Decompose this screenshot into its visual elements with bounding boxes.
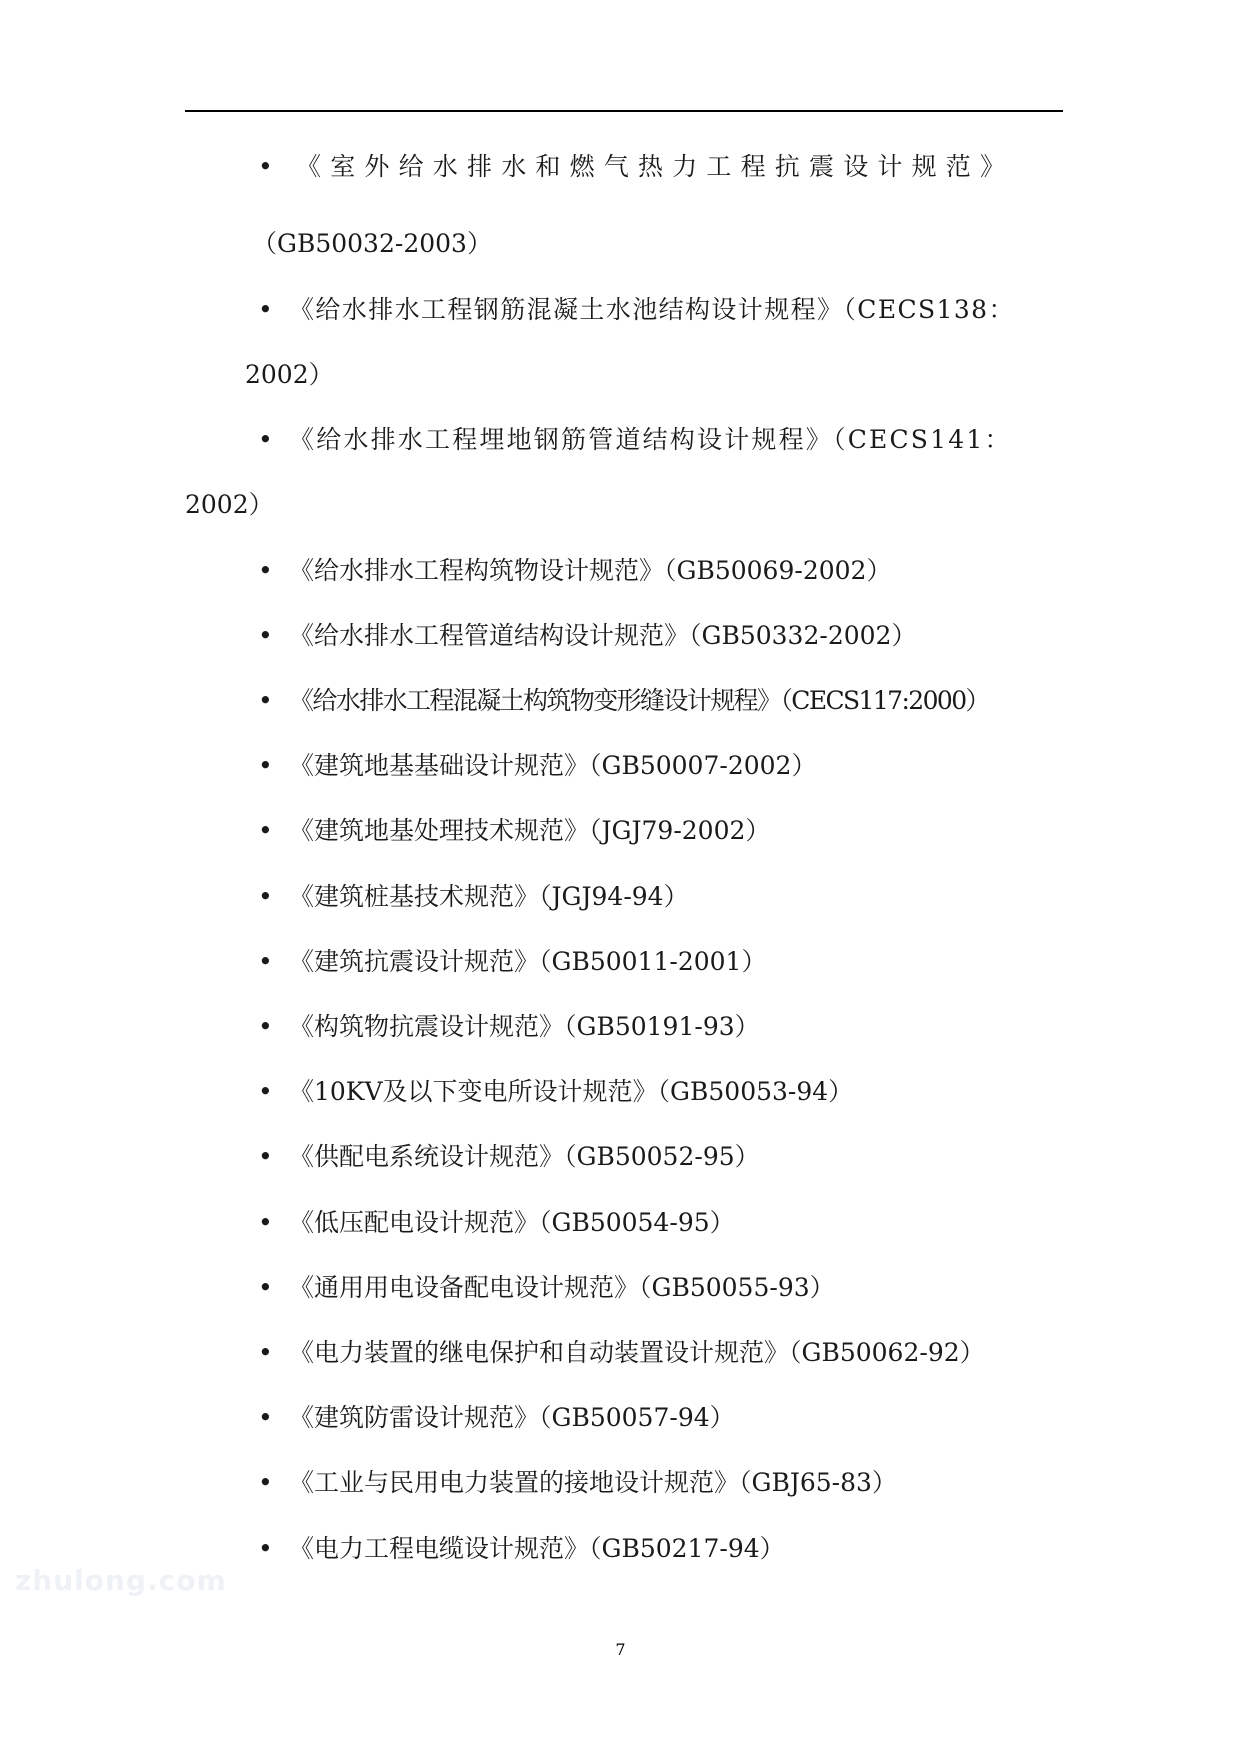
bullet-icon: • — [258, 1142, 273, 1171]
list-item-continuation: 2002） — [245, 360, 334, 389]
list-item: 《室外给水排水和燃气热力工程抗震设计规范》 — [296, 152, 1015, 181]
page-number: 7 — [615, 1640, 626, 1659]
bullet-icon: • — [258, 621, 273, 650]
list-item: 《通用用电设备配电设计规范》（GB50055-93） — [289, 1273, 835, 1302]
list-item: 《10KV及以下变电所设计规范》（GB50053-94） — [289, 1077, 854, 1106]
list-item: 《给水排水工程混凝土构筑物变形缝设计规程》（CECS117:2000） — [289, 686, 989, 715]
bullet-icon: • — [258, 686, 273, 715]
bullet-icon: • — [258, 556, 273, 585]
bullet-icon: • — [258, 1403, 273, 1432]
bullet-icon: • — [258, 1273, 273, 1302]
list-item: 《给水排水工程钢筋混凝土水池结构设计规程》（CECS138： — [289, 295, 1015, 324]
bullet-icon: • — [258, 425, 273, 454]
list-item: 《电力装置的继电保护和自动装置设计规范》（GB50062-92） — [289, 1338, 985, 1367]
header-rule — [185, 110, 1063, 112]
bullet-icon: • — [258, 1208, 273, 1237]
list-item: 《建筑抗震设计规范》（GB50011-2001） — [289, 947, 767, 976]
list-item: 《给水排水工程构筑物设计规范》（GB50069-2002） — [289, 556, 892, 585]
list-item: 《给水排水工程管道结构设计规范》（GB50332-2002） — [289, 621, 917, 650]
list-item: 《供配电系统设计规范》（GB50052-95） — [289, 1142, 760, 1171]
bullet-icon: • — [258, 152, 273, 181]
bullet-icon: • — [258, 751, 273, 780]
list-item: 《建筑地基基础设计规范》（GB50007-2002） — [289, 751, 817, 780]
bullet-icon: • — [258, 1468, 273, 1497]
bullet-icon: • — [258, 1077, 273, 1106]
list-item-continuation: 2002） — [185, 490, 274, 519]
list-item: 《建筑地基处理技术规范》（JGJ79-2002） — [289, 816, 771, 845]
bullet-icon: • — [258, 816, 273, 845]
list-item: 《工业与民用电力装置的接地设计规范》（GBJ65-83） — [289, 1468, 897, 1497]
bullet-icon: • — [258, 1534, 273, 1563]
watermark-logo: zhulong.com — [15, 1564, 227, 1597]
list-item: 《电力工程电缆设计规范》（GB50217-94） — [289, 1534, 785, 1563]
list-item: 《构筑物抗震设计规范》（GB50191-93） — [289, 1012, 760, 1041]
list-item: 《建筑桩基技术规范》（JGJ94-94） — [289, 882, 689, 911]
list-item: 《给水排水工程埋地钢筋管道结构设计规程》（CECS141： — [289, 425, 1012, 454]
bullet-icon: • — [258, 947, 273, 976]
bullet-icon: • — [258, 1012, 273, 1041]
list-item: 《建筑防雷设计规范》（GB50057-94） — [289, 1403, 735, 1432]
bullet-icon: • — [258, 295, 273, 324]
list-item-continuation: （GB50032-2003） — [252, 229, 492, 258]
bullet-icon: • — [258, 1338, 273, 1367]
bullet-icon: • — [258, 882, 273, 911]
list-item: 《低压配电设计规范》（GB50054-95） — [289, 1208, 735, 1237]
